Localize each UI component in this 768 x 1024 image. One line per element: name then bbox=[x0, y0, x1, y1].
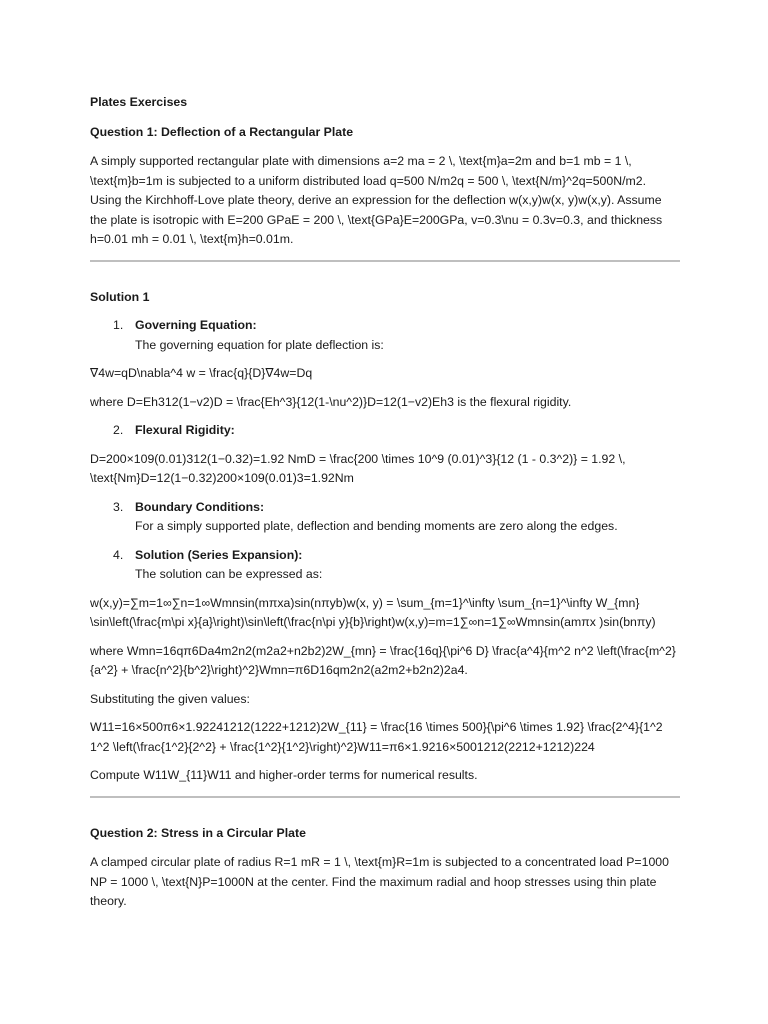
list-item-body: The solution can be expressed as: bbox=[135, 567, 323, 581]
question-1-title: Question 1: Deflection of a Rectangular Plate bbox=[90, 124, 354, 139]
question-2-text: A clamped circular plate of radius R=1 mR = 1 \, \text{m}R=1m is subjected to a concentrated load P=1000 NP = 1000 \, \text{N}P=1000N at the center. Find the maximum radial and hoop stresses using thin plate theory. bbox=[90, 855, 669, 908]
list-number: 2. bbox=[113, 423, 124, 437]
list-item-governing-equation bbox=[90, 316, 680, 355]
list-item-body: The governing equation for plate deflection is: bbox=[135, 337, 384, 352]
flexural-rigidity-definition: where D=Eh312(1−v2)D = \frac{Eh^3}{12(1-\nu^2)}D=12(1−v2)Eh3 is the flexural rigidity. bbox=[90, 394, 572, 409]
solution-1-title: Solution 1 bbox=[90, 289, 150, 304]
section-divider bbox=[90, 260, 680, 262]
list-item-heading: Governing Equation: bbox=[135, 318, 257, 332]
equation-governing: ∇4w=qD\nabla^4 w = \frac{q}{D}∇4w=Dq bbox=[90, 366, 313, 380]
list-item-body: For a simply supported plate, deflection and bending moments are zero along the edges. bbox=[135, 519, 618, 533]
section-divider bbox=[90, 796, 680, 798]
compute-text: Compute W11W_{11}W11 and higher-order terms for numerical results. bbox=[90, 768, 478, 782]
list-number: 1. bbox=[113, 318, 124, 332]
document-body bbox=[90, 93, 680, 912]
list-number: 4. bbox=[113, 547, 124, 562]
equation-w11: W11=16×500π6×1.92241212(1222+1212)2W_{11} = \frac{16 \times 500}{\pi^6 \times 1.92} \frac{2^4}{1^2 1^2 \left(\frac{1^2}{2^2} + \frac{1^2}{1^2}\right)^2}W11=π6×1.9216×5001212(2212+1212)224 bbox=[90, 720, 663, 754]
question-2-title: Question 2: Stress in a Circular Plate bbox=[90, 825, 306, 840]
substituting-text: Substituting the given values: bbox=[90, 691, 250, 706]
list-item-heading: Solution (Series Expansion): bbox=[135, 547, 303, 562]
list-item-heading: Flexural Rigidity: bbox=[135, 423, 235, 437]
list-item-boundary-conditions bbox=[90, 498, 680, 537]
document-title: Plates Exercises bbox=[90, 95, 188, 109]
list-item-flexural-rigidity bbox=[90, 421, 680, 441]
list-number: 3. bbox=[113, 499, 124, 514]
question-1-text: A simply supported rectangular plate with dimensions a=2 ma = 2 \, \text{m}a=2m and b=1 mb = 1 \, \text{m}b=1m is subjected to a uniform distributed load q=500 N/m2q = 500 \, \text{N/m}^2q=500N/m2. Using the Kirchhoff-Love plate theory, derive an expression for the deflection w(x,y)w(x, y)w(x,y). Assume the plate is isotropic with E=200 GPaE = 200 \, \text{GPa}E=200GPa, v=0.3\nu = 0.3v=0.3, and thickness h=0.01 mh = 0.01 \, \text{m}h=0.01m. bbox=[90, 154, 663, 246]
list-item-heading: Boundary Conditions: bbox=[135, 499, 265, 514]
equation-series: w(x,y)=∑m=1∞∑n=1∞Wmnsin(mπxa)sin(nπyb)w(x, y) = \sum_{m=1}^\infty \sum_{n=1}^\infty W_{mn} \sin\left(\frac{m\pi x}{a}\right)\sin\left(\frac{n\pi y}{b}\right)w(x,y)=m=1∑∞n=1∑∞Wmnsin(amπx )sin(bnπy) bbox=[90, 595, 656, 629]
list-item-series-expansion bbox=[90, 546, 680, 585]
equation-rigidity: D=200×109(0.01)312(1−0.32)=1.92 NmD = \frac{200 \times 10^9 (0.01)^3}{12 (1 - 0.3^2)} = 1.92 \, \text{Nm}D=12(1−0.32)200×109(0.01)3=1.92Nm bbox=[90, 451, 626, 485]
equation-wmn: where Wmn=16qπ6Da4m2n2(m2a2+n2b2)2W_{mn} = \frac{16q}{\pi^6 D} \frac{a^4}{m^2 n^2 \left(\frac{m^2}{a^2} + \frac{n^2}{b^2}\right)^2}Wmn=π6D16qm2n2(a2m2+b2n2)2a4. bbox=[90, 643, 676, 677]
